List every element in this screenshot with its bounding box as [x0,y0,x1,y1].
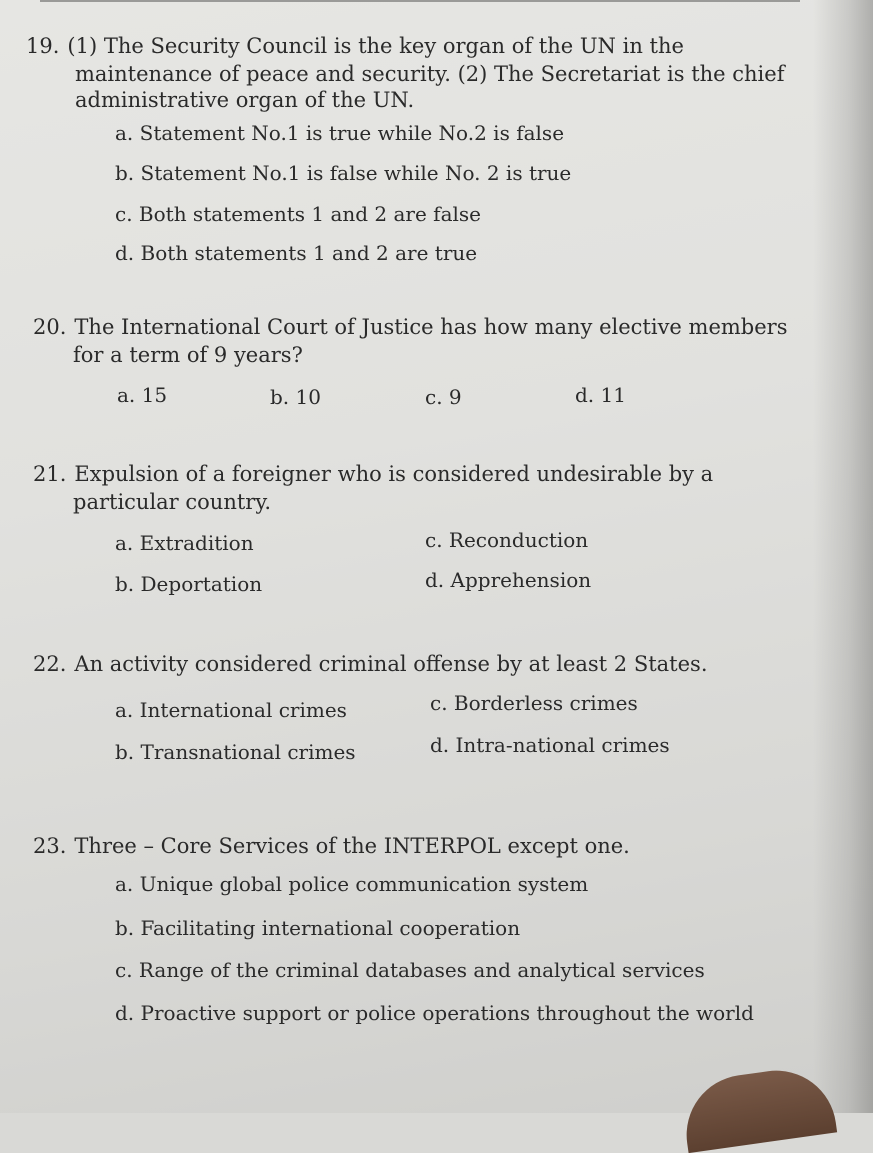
answer-option: d. Apprehension [425,568,592,592]
answer-option: c. Borderless crimes [430,691,638,715]
page-edge-shadow [813,0,873,1113]
question-text: (1) The Security Council is the key organ of the UN in the [67,34,684,58]
answer-option: a. 15 [117,383,168,407]
question-line [33,832,630,861]
question-text: The International Court of Justice has how many elective members [74,315,788,339]
answer-option: b. Transnational crimes [115,740,356,764]
question-number: 23. [33,834,67,858]
answer-option: c. 9 [425,385,462,409]
answer-option: b. Deportation [115,572,263,596]
question-number: 19. [26,34,60,58]
question-number: 20. [33,315,67,339]
answer-option: b. Statement No.1 is false while No. 2 is true [115,161,572,185]
question-line [33,460,713,489]
question-number: 22. [33,652,67,676]
question-number: 21. [33,462,67,486]
answer-option: c. Range of the criminal databases and analytical services [115,958,705,982]
top-divider [40,0,800,2]
question-text: administrative organ of the UN. [75,88,415,112]
question-line [33,313,787,342]
answer-option: b. 10 [270,385,321,409]
answer-option: a. International crimes [115,698,347,722]
question-text: particular country. [73,490,272,514]
question-text: for a term of 9 years? [73,343,303,367]
answer-option: a. Unique global police communication system [115,872,589,896]
answer-option: c. Both statements 1 and 2 are false [115,202,481,226]
answer-option: a. Statement No.1 is true while No.2 is false [115,121,565,145]
question-text: An activity considered criminal offense by at least 2 States. [74,652,708,676]
question-text: Three – Core Services of the INTERPOL except one. [74,834,630,858]
answer-option: d. Intra-national crimes [430,733,670,757]
question-text: maintenance of peace and security. (2) The Secretariat is the chief [75,62,785,86]
answer-option: d. 11 [575,383,626,407]
question-line [33,650,708,679]
question-line [26,32,684,61]
answer-option: b. Facilitating international cooperation [115,916,521,940]
answer-option: d. Both statements 1 and 2 are true [115,241,478,265]
question-text: Expulsion of a foreigner who is considered undesirable by a [74,462,714,486]
answer-option: c. Reconduction [425,528,589,552]
answer-option: a. Extradition [115,531,254,555]
answer-option: d. Proactive support or police operations throughout the world [115,1001,754,1025]
